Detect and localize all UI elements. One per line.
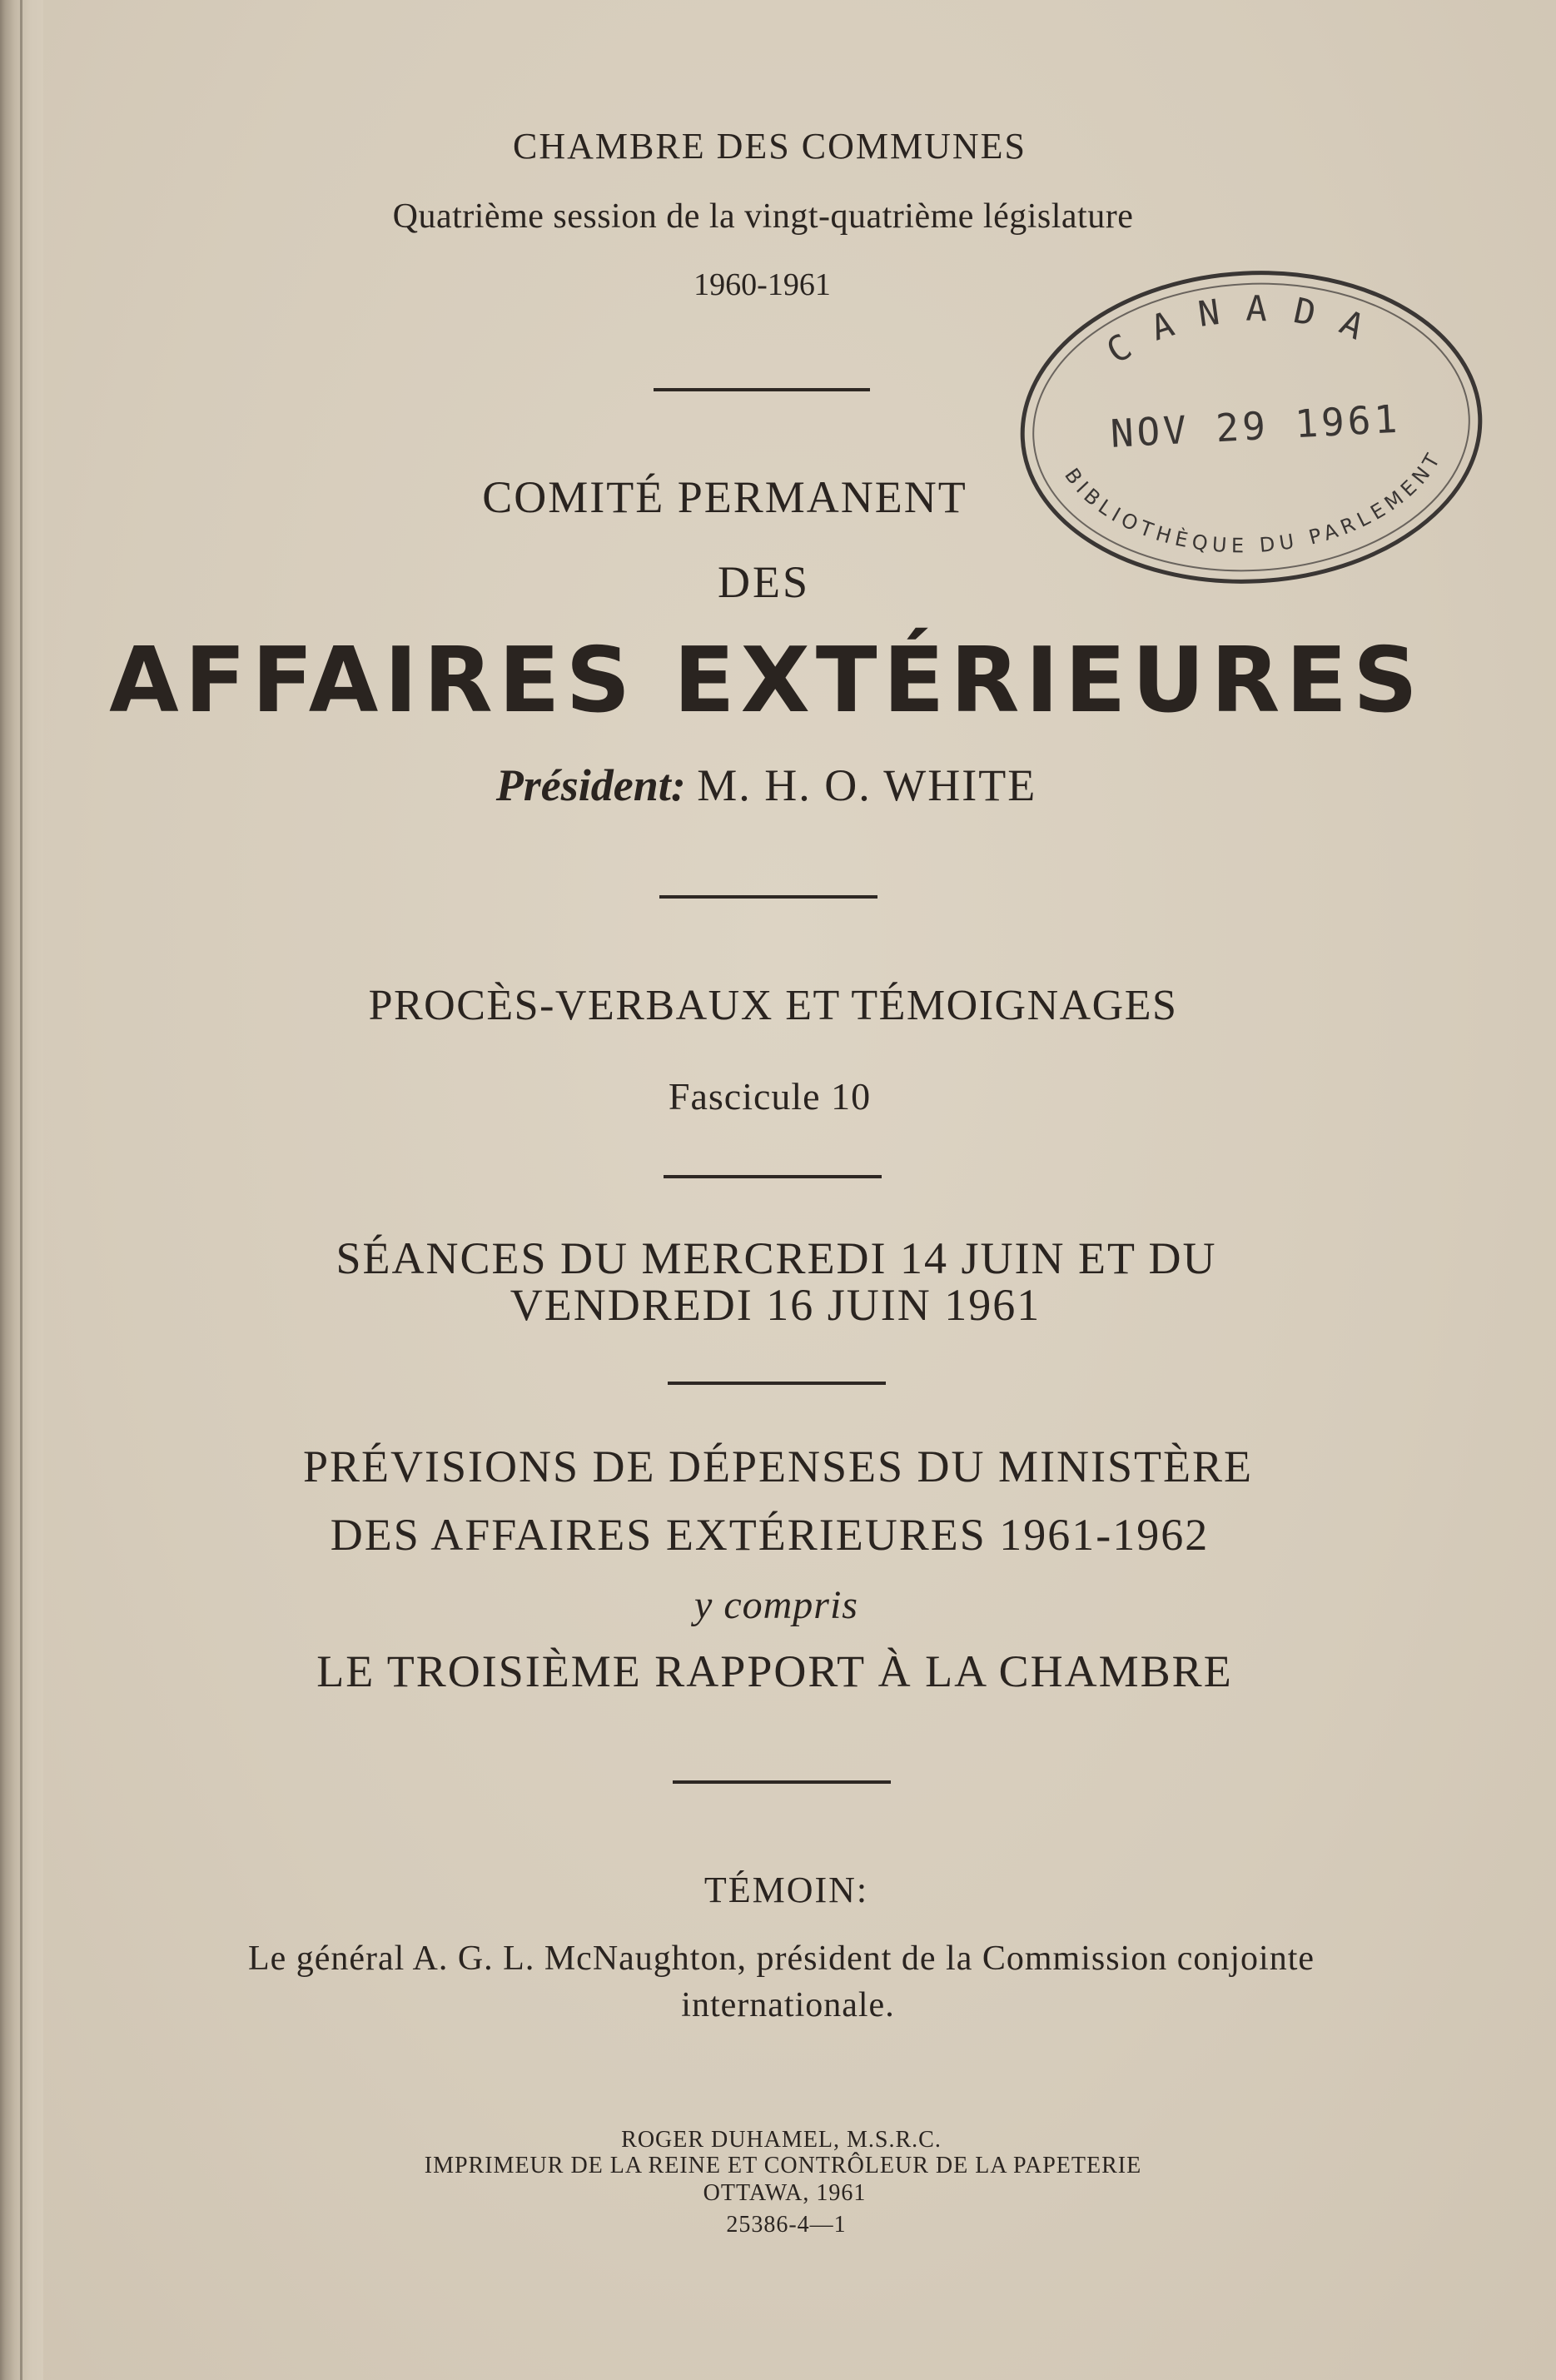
printer-line-1: ROGER DUHAMEL, M.S.R.C. bbox=[621, 2127, 942, 2153]
estimates-line-1: PRÉVISIONS DE DÉPENSES DU MINISTÈRE bbox=[302, 1441, 1254, 1491]
stamp-date: NOV 29 1961 bbox=[1109, 396, 1402, 456]
issue-number: Fascicule 10 bbox=[668, 1075, 872, 1118]
committee-line-2: DES bbox=[717, 557, 810, 607]
chair-label: Président: bbox=[495, 760, 686, 810]
divider-4 bbox=[668, 1382, 886, 1385]
witness-label: TÉMOIN: bbox=[703, 1870, 869, 1910]
stamp-bottom-text: BIBLIOTHÈQUE DU PARLEMENT bbox=[1060, 446, 1447, 558]
committee-line-1: COMITÉ PERMANENT bbox=[482, 472, 967, 522]
printer-line-2: IMPRIMEUR DE LA REINE ET CONTRÔLEUR DE LA PAPETERIE bbox=[424, 2153, 1142, 2178]
witness-line-1: Le général A. G. L. McNaughton, président de la Commission conjointe bbox=[247, 1939, 1315, 1978]
chair-name: M. H. O. WHITE bbox=[697, 760, 1037, 810]
divider-2 bbox=[659, 895, 877, 899]
chair-line bbox=[0, 759, 1544, 811]
printer-line-3: OTTAWA, 1961 bbox=[703, 2180, 867, 2206]
sittings-line-1: SÉANCES DU MERCREDI 14 JUIN ET DU bbox=[336, 1233, 1217, 1283]
proceedings-title: PROCÈS-VERBAUX ET TÉMOIGNAGES bbox=[368, 982, 1178, 1029]
library-stamp bbox=[1006, 252, 1497, 601]
divider-3 bbox=[664, 1175, 882, 1178]
witness-line-2: internationale. bbox=[681, 1986, 895, 2024]
sittings-line-2: VENDREDI 16 JUIN 1961 bbox=[510, 1280, 1041, 1330]
estimates-line-3: y compris bbox=[694, 1583, 858, 1627]
session-years: 1960-1961 bbox=[693, 267, 831, 302]
session-title: Quatrième session de la vingt-quatrième législature bbox=[392, 197, 1134, 236]
committee-title: AFFAIRES EXTÉRIEURES bbox=[109, 629, 1424, 733]
divider-1 bbox=[654, 388, 870, 391]
stamp-top-text: CANADA bbox=[1099, 287, 1394, 372]
divider-5 bbox=[673, 1780, 891, 1784]
estimates-line-4: LE TROISIÈME RAPPORT À LA CHAMBRE bbox=[316, 1646, 1233, 1696]
estimates-line-2: DES AFFAIRES EXTÉRIEURES 1961-1962 bbox=[330, 1510, 1210, 1560]
printer-line-4: 25386-4—1 bbox=[726, 2212, 847, 2238]
house-name: CHAMBRE DES COMMUNES bbox=[513, 126, 1027, 167]
